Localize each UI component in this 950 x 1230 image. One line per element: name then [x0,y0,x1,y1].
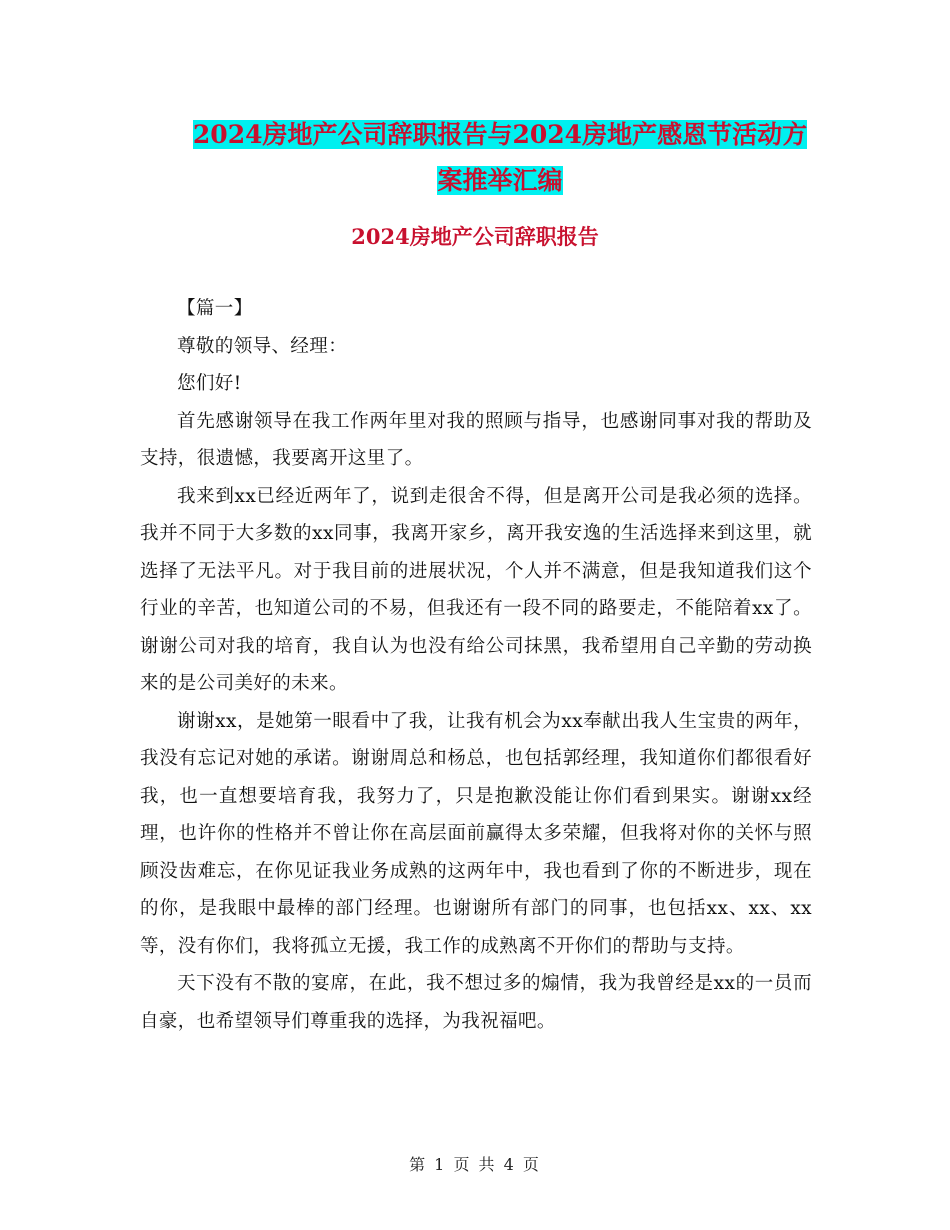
section-title: 2024房地产公司辞职报告 [351,224,599,249]
paragraph: 首先感谢领导在我工作两年里对我的照顾与指导，也感谢同事对我的帮助及支持，很遗憾，我要离开这里了。 [140,410,812,469]
paragraph: 谢谢xx，是她第一眼看中了我，让我有机会为xx奉献出我人生宝贵的两年，我没有忘记对她的承诺。谢谢周总和杨总，也包括郭经理，我知道你们都很看好我，也一直想要培育我，我努力了，只是抱歉没能让你们看到果实。谢谢xx经理，也许你的性格并不曾让你在高层面前赢得太多荣耀，但我将对你的关怀与照顾没齿难忘，在你见证我业务成熟的这两年中，我也看到了你的不断进步，现在的你，是我眼中最棒的部门经理。也谢谢所有部门的同事，也包括xx、xx、xx等，没有你们，我将孤立无援，我工作的成熟离不开你们的帮助与支持。 [140,710,812,957]
page-number-footer: 第 1 页 共 4 页 [409,1155,541,1174]
paragraph: 【篇一】 [177,298,253,319]
document-title [120,112,880,204]
paragraph: 天下没有不散的宴席，在此，我不想过多的煽情，我为我曾经是xx的一员而自豪，也希望领导们尊重我的选择，为我祝福吧。 [140,973,812,1032]
paragraph: 我来到xx已经近两年了，说到走很舍不得，但是离开公司是我必须的选择。我并不同于大多数的xx同事，我离开家乡，离开我安逸的生活选择来到这里，就选择了无法平凡。对于我目前的进展状况，个人并不满意，但是我知道我们这个行业的辛苦，也知道公司的不易，但我还有一段不同的路要走，不能陪着xx了。谢谢公司对我的培育，我自认为也没有给公司抹黑，我希望用自己辛勤的劳动换来的是公司美好的未来。 [140,485,812,694]
document-body [140,290,812,1040]
paragraph: 尊敬的领导、经理： [177,335,348,357]
document-title-line-2: 案推举汇编 [437,166,563,195]
paragraph: 您们好! [177,373,242,394]
document-title-line-1: 2024房地产公司辞职报告与2024房地产感恩节活动方 [192,120,808,149]
